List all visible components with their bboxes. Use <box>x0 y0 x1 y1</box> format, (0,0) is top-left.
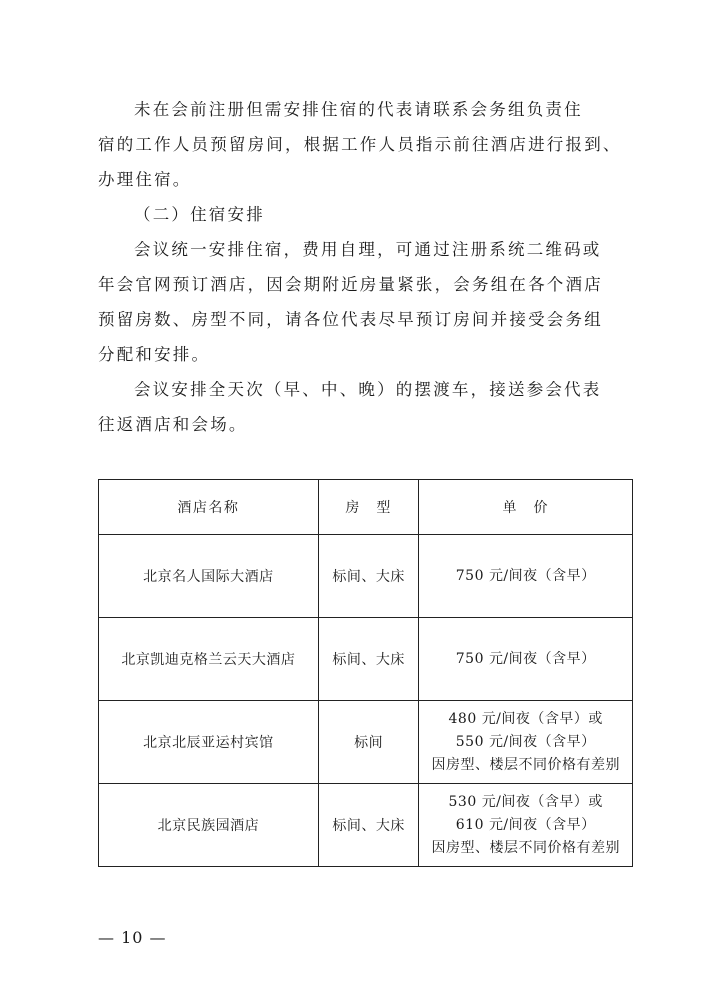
header-room-type: 房 型 <box>318 480 419 535</box>
paragraph-line: 会议统一安排住宿，费用自理，可通过注册系统二维码或 <box>134 240 602 259</box>
price-cell <box>419 535 633 618</box>
paragraph-registration <box>98 92 638 197</box>
price-line: 因房型、楼层不同价格有差别 <box>431 756 620 773</box>
paragraph-line: 分配和安排。 <box>98 345 211 364</box>
table-row <box>99 784 633 867</box>
price-line: 因房型、楼层不同价格有差别 <box>431 839 620 856</box>
room-type-cell: 标间、大床 <box>318 784 419 867</box>
hotel-name-cell: 北京凯迪克格兰云天大酒店 <box>99 618 319 701</box>
price-cell <box>419 701 633 784</box>
hotel-name-cell: 北京北辰亚运村宾馆 <box>99 701 319 784</box>
paragraph-line: 宿的工作人员预留房间，根据工作人员指示前往酒店进行报到、 <box>98 135 622 154</box>
price-line: 480 元/间夜（含早）或 <box>448 710 603 727</box>
hotel-name-cell: 北京民族园酒店 <box>99 784 319 867</box>
price-line: 750 元/间夜（含早） <box>455 650 596 667</box>
price-cell <box>419 784 633 867</box>
paragraph-line: 会议安排全天次（早、中、晚）的摆渡车，接送参会代表 <box>134 380 602 399</box>
paragraph-line: 预留房数、房型不同，请各位代表尽早预订房间并接受会务组 <box>98 310 603 329</box>
header-hotel-name: 酒店名称 <box>99 480 319 535</box>
header-price: 单 价 <box>419 480 633 535</box>
paragraph-line: 往返酒店和会场。 <box>98 415 248 434</box>
document-body <box>98 92 638 442</box>
room-type-cell: 标间、大床 <box>318 535 419 618</box>
price-line: 550 元/间夜（含早） <box>455 733 596 750</box>
table-row <box>99 618 633 701</box>
table-header-row <box>99 480 633 535</box>
price-line: 530 元/间夜（含早）或 <box>448 793 603 810</box>
hotel-name-cell: 北京名人国际大酒店 <box>99 535 319 618</box>
room-type-cell: 标间 <box>318 701 419 784</box>
price-line: 750 元/间夜（含早） <box>455 567 596 584</box>
price-line: 610 元/间夜（含早） <box>455 816 596 833</box>
page-number: — 10 — <box>98 928 167 947</box>
table-row <box>99 535 633 618</box>
hotel-table <box>98 479 633 867</box>
paragraph-line: 年会官网预订酒店，因会期附近房量紧张，会务组在各个酒店 <box>98 275 603 294</box>
paragraph-shuttle <box>98 372 638 442</box>
room-type-cell: 标间、大床 <box>318 618 419 701</box>
price-cell <box>419 618 633 701</box>
paragraph-accommodation <box>98 232 638 372</box>
section-heading: （二）住宿安排 <box>134 205 265 224</box>
paragraph-line: 办理住宿。 <box>98 170 192 189</box>
table-row <box>99 701 633 784</box>
paragraph-line: 未在会前注册但需安排住宿的代表请联系会务组负责住 <box>134 100 583 119</box>
